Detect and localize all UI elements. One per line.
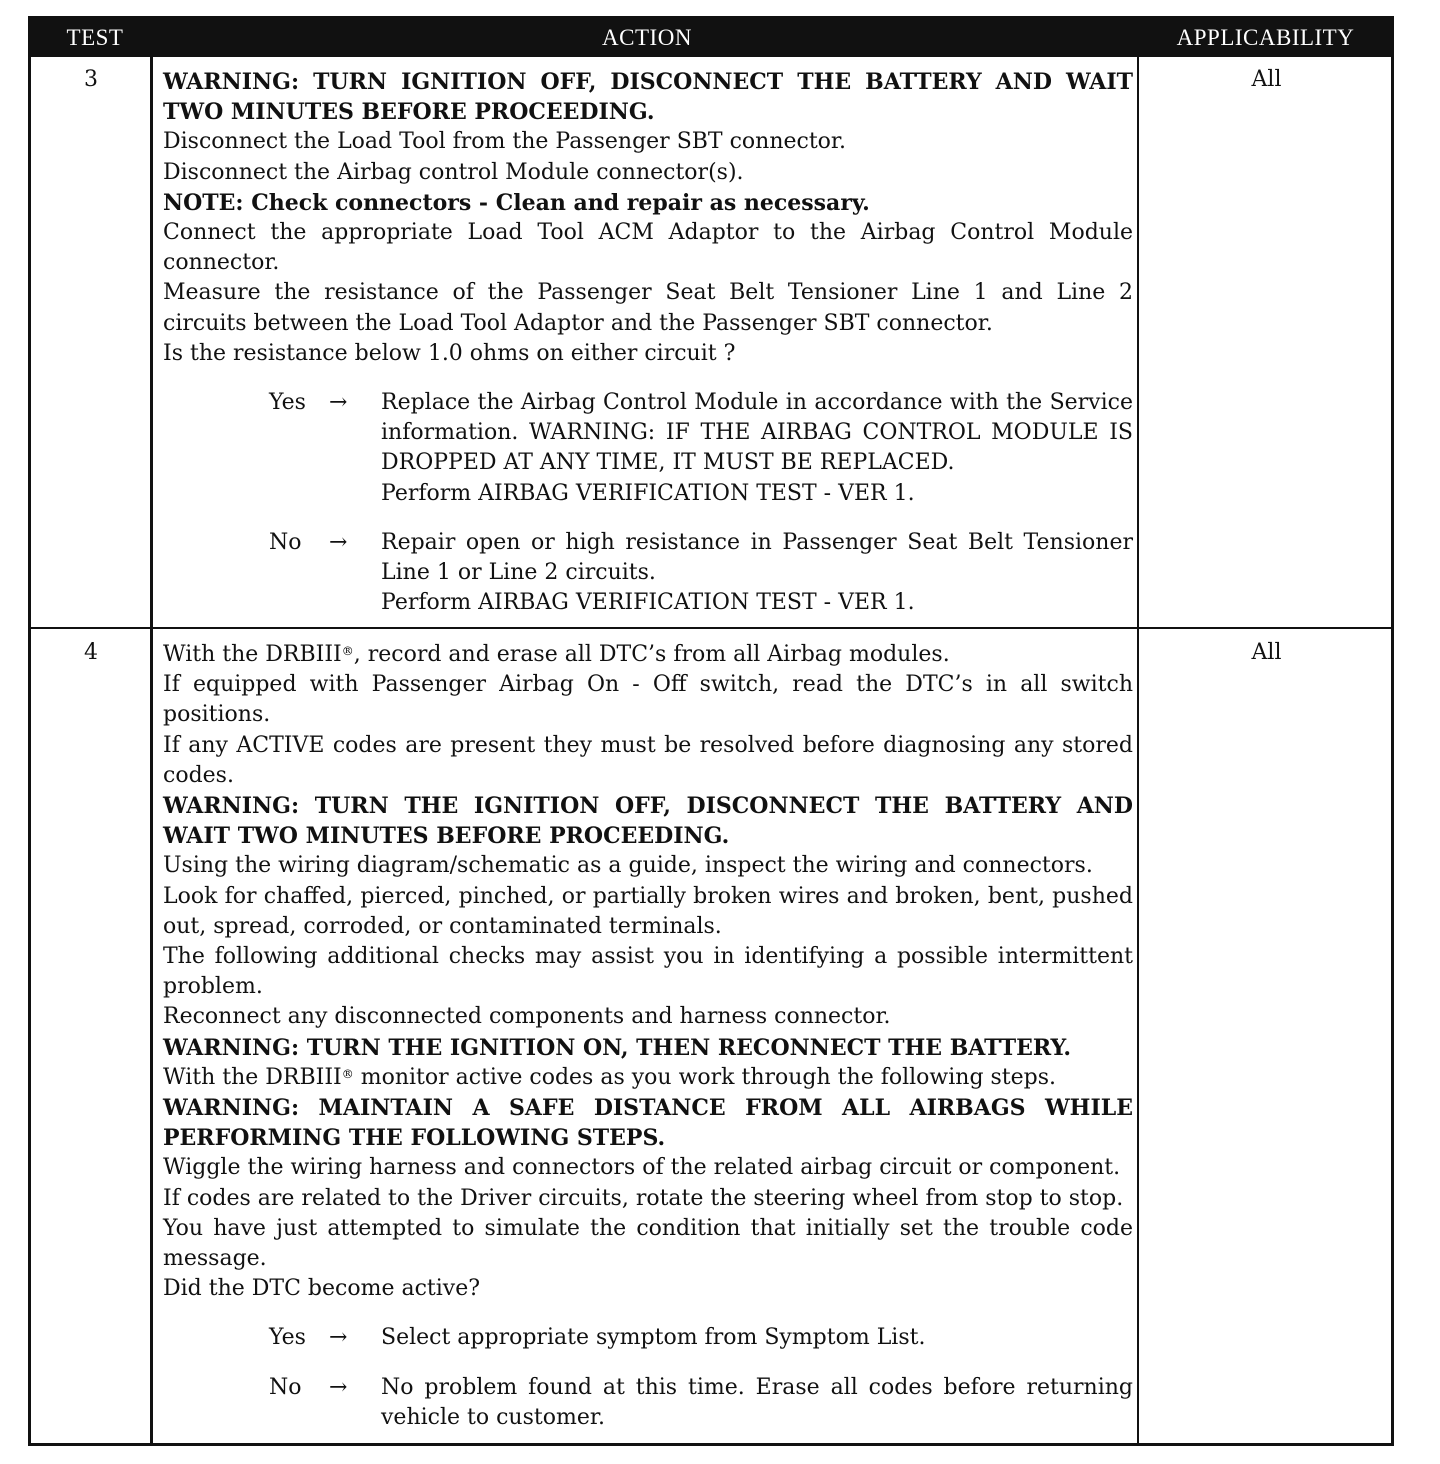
result-followup: Perform AIRBAG VERIFICATION TEST - VER 1.	[381, 480, 915, 506]
column-divider-test	[150, 57, 153, 1443]
diagnostic-test-table	[28, 16, 1394, 1446]
action-step: If codes are related to the Driver circuits, rotate the steering wheel from stop to stop.	[163, 1185, 1124, 1211]
header-applicability: APPLICABILITY	[1176, 25, 1355, 50]
question-text: Is the resistance below 1.0 ohms on either circuit ?	[163, 340, 736, 366]
table-header	[31, 19, 1391, 57]
applicability-value: All	[1251, 67, 1282, 92]
warning-text: WARNING: MAINTAIN A SAFE DISTANCE FROM ALL AIRBAGS WHILE PERFORMING THE FOLLOWING STEPS.	[163, 1095, 1133, 1152]
result-text: Repair open or high resistance in Passenger Seat Belt Tensioner Line 1 or Line 2 circuits.	[381, 529, 1133, 586]
action-step: You have just attempted to simulate the condition that initially set the trouble code message.	[163, 1215, 1133, 1272]
action-step: With the DRBIII®, record and erase all DTC’s from all Airbag modules.	[163, 642, 950, 667]
option-yes	[269, 1323, 1133, 1353]
column-divider-applicability	[1137, 57, 1139, 1443]
registered-mark: ®	[341, 644, 354, 658]
action-cell	[163, 640, 1133, 1433]
action-step: If equipped with Passenger Airbag On - Off switch, read the DTC’s in all switch positions.	[163, 672, 1133, 728]
option-result: Select appropriate symptom from Symptom List.	[381, 1325, 926, 1351]
action-step: With the DRBIII® monitor active codes as you work through the following steps.	[163, 1064, 1057, 1090]
action-step: Disconnect the Airbag control Module connector(s).	[163, 159, 744, 185]
test-number: 4	[84, 640, 98, 665]
answer-label: Yes	[269, 390, 306, 416]
option-result: No problem found at this time. Erase all codes before returning vehicle to customer.	[381, 1374, 1133, 1430]
warning-text: WARNING: TURN THE IGNITION OFF, DISCONNECT THE BATTERY AND WAIT TWO MINUTES BEFORE PROCEEDING.	[163, 793, 1133, 850]
header-action: ACTION	[602, 25, 692, 50]
option-result	[381, 528, 1133, 619]
action-step: Reconnect any disconnected components and harness connector.	[163, 1004, 891, 1030]
action-step: Connect the appropriate Load Tool ACM Adaptor to the Airbag Control Module connector.	[163, 220, 1133, 276]
action-cell	[163, 67, 1133, 618]
option-yes	[269, 388, 1133, 509]
question-text: Did the DTC become active?	[163, 1276, 481, 1302]
right-arrow-icon: →	[329, 1374, 348, 1400]
warning-text: WARNING: TURN IGNITION OFF, DISCONNECT THE BATTERY AND WAIT TWO MINUTES BEFORE PROCEEDING.	[163, 69, 1133, 126]
header-test: TEST	[66, 25, 124, 50]
action-step: Measure the resistance of the Passenger Seat Belt Tensioner Line 1 and Line 2 circuits between the Load Tool Adaptor and the Passenger SBT connector.	[163, 280, 1133, 336]
answer-label: Yes	[269, 1325, 306, 1351]
action-step: Wiggle the wiring harness and connectors of the related airbag circuit or component.	[163, 1155, 1121, 1181]
action-step: Using the wiring diagram/schematic as a guide, inspect the wiring and connectors.	[163, 853, 1093, 879]
action-step: Look for chaffed, pierced, pinched, or partially broken wires and broken, bent, pushed out, spread, corroded, or contaminated terminals.	[163, 883, 1133, 939]
option-result	[381, 388, 1133, 509]
option-no	[269, 1373, 1133, 1433]
option-no	[269, 528, 1133, 619]
answer-label: No	[269, 1374, 302, 1400]
action-step: Disconnect the Load Tool from the Passenger SBT connector.	[163, 129, 847, 155]
action-step: If any ACTIVE codes are present they must be resolved before diagnosing any stored codes.	[163, 732, 1133, 788]
registered-mark: ®	[341, 1066, 354, 1081]
warning-text: WARNING: TURN THE IGNITION ON, THEN RECONNECT THE BATTERY.	[163, 1034, 1072, 1061]
row-divider	[31, 627, 1391, 629]
answer-label: No	[269, 529, 302, 555]
applicability-value: All	[1251, 640, 1282, 665]
action-step: The following additional checks may assist you in identifying a possible intermittent problem.	[163, 944, 1133, 1000]
result-text: Replace the Airbag Control Module in accordance with the Service information. WARNING: IF THE AIRBAG CONTROL MODULE IS DROPPED AT ANY TIME, IT MUST BE REPLACED.	[381, 390, 1133, 476]
test-number: 3	[84, 67, 98, 92]
result-followup: Perform AIRBAG VERIFICATION TEST - VER 1.	[381, 590, 915, 616]
right-arrow-icon: →	[329, 390, 348, 416]
note-text: NOTE: Check connectors - Clean and repair as necessary.	[163, 189, 870, 216]
right-arrow-icon: →	[329, 1325, 348, 1351]
right-arrow-icon: →	[329, 529, 348, 555]
